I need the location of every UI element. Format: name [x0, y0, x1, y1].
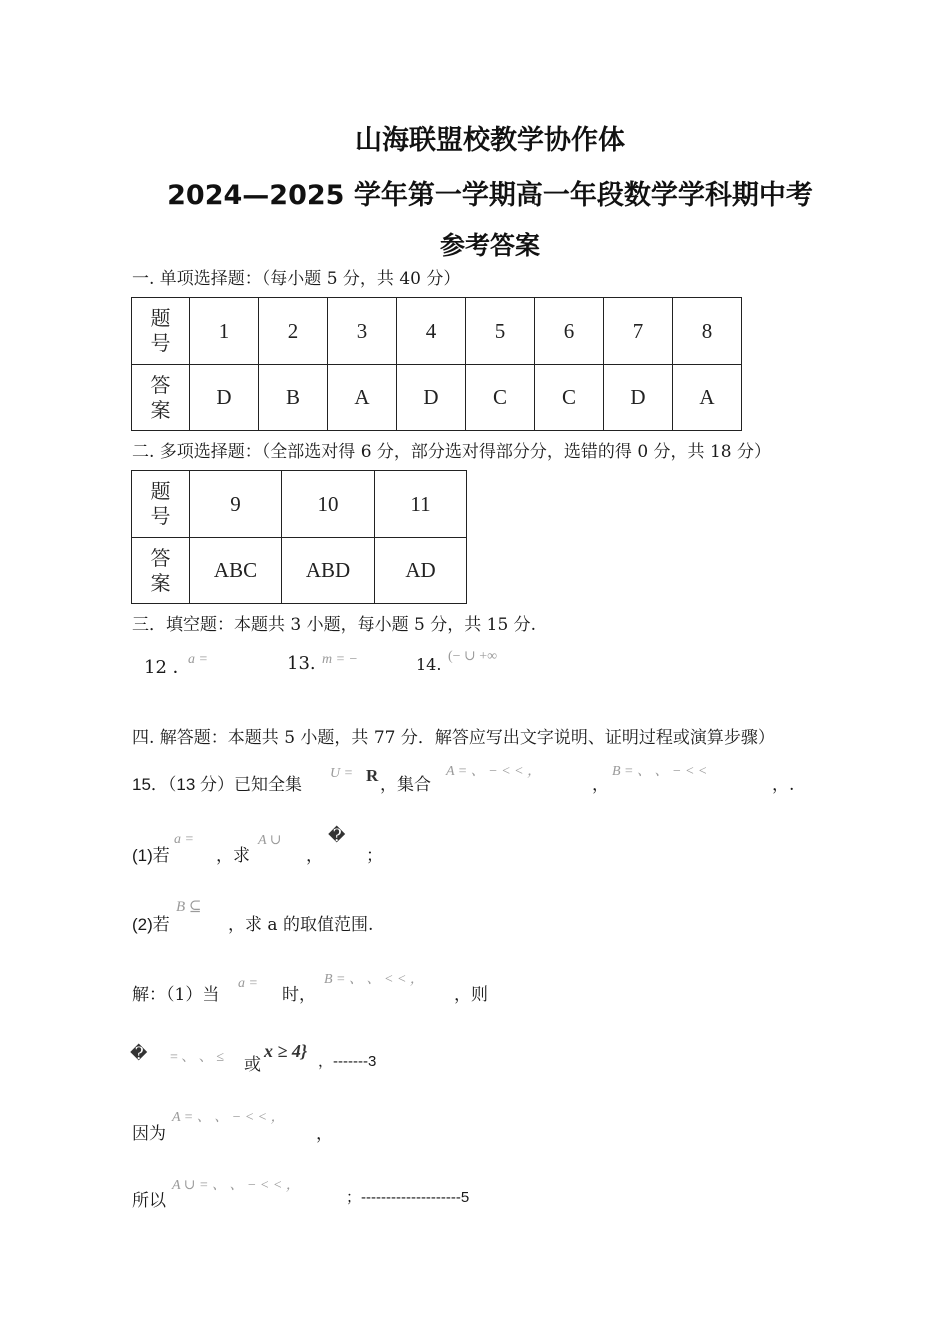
solution-line1-time: 时， [282, 985, 316, 1005]
q15-part2-text: ，求 a 的取值范围. [228, 915, 374, 935]
q15-head: 15．（13 分）已知全集 [132, 775, 303, 794]
complement-glyph-icon: � [130, 1044, 148, 1064]
solution-line4-end: ；--------------------5 [346, 1189, 470, 1206]
q15-part2-label: (2)若 [132, 915, 170, 934]
answer-cell: D [190, 365, 259, 431]
solution-line1-B: B = 、 、 < < ， [324, 972, 424, 987]
answer-cell: ABC [190, 538, 282, 604]
complement-glyph-icon: � [328, 826, 346, 846]
table-row [132, 298, 742, 365]
q12-answer: a = [188, 652, 208, 667]
q15-set-A: A = 、 − < < ， [446, 764, 542, 779]
q15-comma: ， [592, 775, 609, 795]
question-cell: 2 [259, 298, 328, 365]
solution-line4-math: A ∪ = 、 、 − < < ， [172, 1178, 300, 1193]
solution-line3-end: ， [316, 1124, 333, 1144]
solution-line2-math: = 、 、 ≤ [170, 1050, 225, 1065]
solution-line3-lead: 因为 [132, 1124, 166, 1144]
answer-cell: A [673, 365, 742, 431]
q15-part1-a: a = [174, 832, 194, 847]
answer-cell: A [328, 365, 397, 431]
q15-part2-subset: B ⊆ [176, 899, 202, 915]
table-row [132, 365, 742, 431]
question-cell: 4 [397, 298, 466, 365]
question-cell: 3 [328, 298, 397, 365]
table-row [132, 538, 467, 604]
row-header-question: 题 号 [132, 471, 190, 538]
q15-set-text: ，集合 [380, 775, 431, 795]
section3-title: 三．填空题：本题共 3 小题，每小题 5 分，共 15 分. [132, 615, 537, 635]
row-header-question: 题 号 [132, 298, 190, 365]
answer-cell: C [535, 365, 604, 431]
solution-line4-lead: 所以 [132, 1191, 166, 1211]
answer-cell: D [397, 365, 466, 431]
q15-end: ，. [772, 775, 795, 795]
single-choice-table [131, 297, 742, 431]
q15-universal-set: U = [330, 766, 354, 781]
question-cell: 10 [282, 471, 375, 538]
answer-cell: D [604, 365, 673, 431]
multi-choice-table [131, 470, 467, 604]
section1-title: 一. 单项选择题：（每小题 5 分，共 40 分） [132, 269, 461, 289]
q12-label: 12 ． [144, 657, 191, 678]
solution-line2-end: ，-------3 [318, 1053, 377, 1070]
solution-line1-lead: 解：（1）当 [132, 985, 220, 1005]
q14-label: 14. [416, 655, 442, 674]
q15-part1-end: ； [366, 846, 383, 866]
q15-part1-union: A ∪ [258, 833, 282, 848]
q15-part1-mid: ，求 [216, 846, 250, 866]
exam-title: 2024—2025 学年第一学期高一年段数学学科期中考 [167, 180, 813, 211]
solution-line1-end: ，则 [454, 985, 488, 1005]
solution-line2-or: 或 [244, 1055, 261, 1075]
q13-label: 13. [287, 653, 316, 674]
question-cell: 9 [190, 471, 282, 538]
solution-line1-a: a = [238, 976, 258, 991]
question-cell: 7 [604, 298, 673, 365]
answer-key-title: 参考答案 [439, 231, 540, 260]
question-cell: 11 [375, 471, 467, 538]
solution-line2-bold: x ≥ 4} [264, 1041, 308, 1061]
question-cell: 1 [190, 298, 259, 365]
question-cell: 5 [466, 298, 535, 365]
answer-cell: B [259, 365, 328, 431]
solution-line3-A: A = 、 、 − < < ， [172, 1110, 285, 1125]
q15-part1-comma: ， [306, 846, 323, 866]
q13-answer: m = − [322, 652, 359, 667]
q15-set-B: B = 、 、 − < < [612, 764, 708, 779]
row-header-answer: 答 案 [132, 538, 190, 604]
section4-title: 四. 解答题：本题共 5 小题，共 77 分．解答应写出文字说明、证明过程或演算步骤） [132, 728, 775, 748]
q15-part1-label: (1)若 [132, 846, 170, 865]
q15-reals: R [366, 766, 379, 785]
answer-cell: AD [375, 538, 467, 604]
document-title: 山海联盟校教学协作体 [355, 125, 625, 156]
table-row [132, 471, 467, 538]
section2-title: 二. 多项选择题：（全部选对得 6 分，部分选对得部分分，选错的得 0 分，共 18 分） [132, 442, 771, 462]
answer-cell: C [466, 365, 535, 431]
row-header-answer: 答 案 [132, 365, 190, 431]
question-cell: 6 [535, 298, 604, 365]
answer-cell: ABD [282, 538, 375, 604]
q14-answer: (− ∪ +∞ [448, 649, 498, 664]
question-cell: 8 [673, 298, 742, 365]
